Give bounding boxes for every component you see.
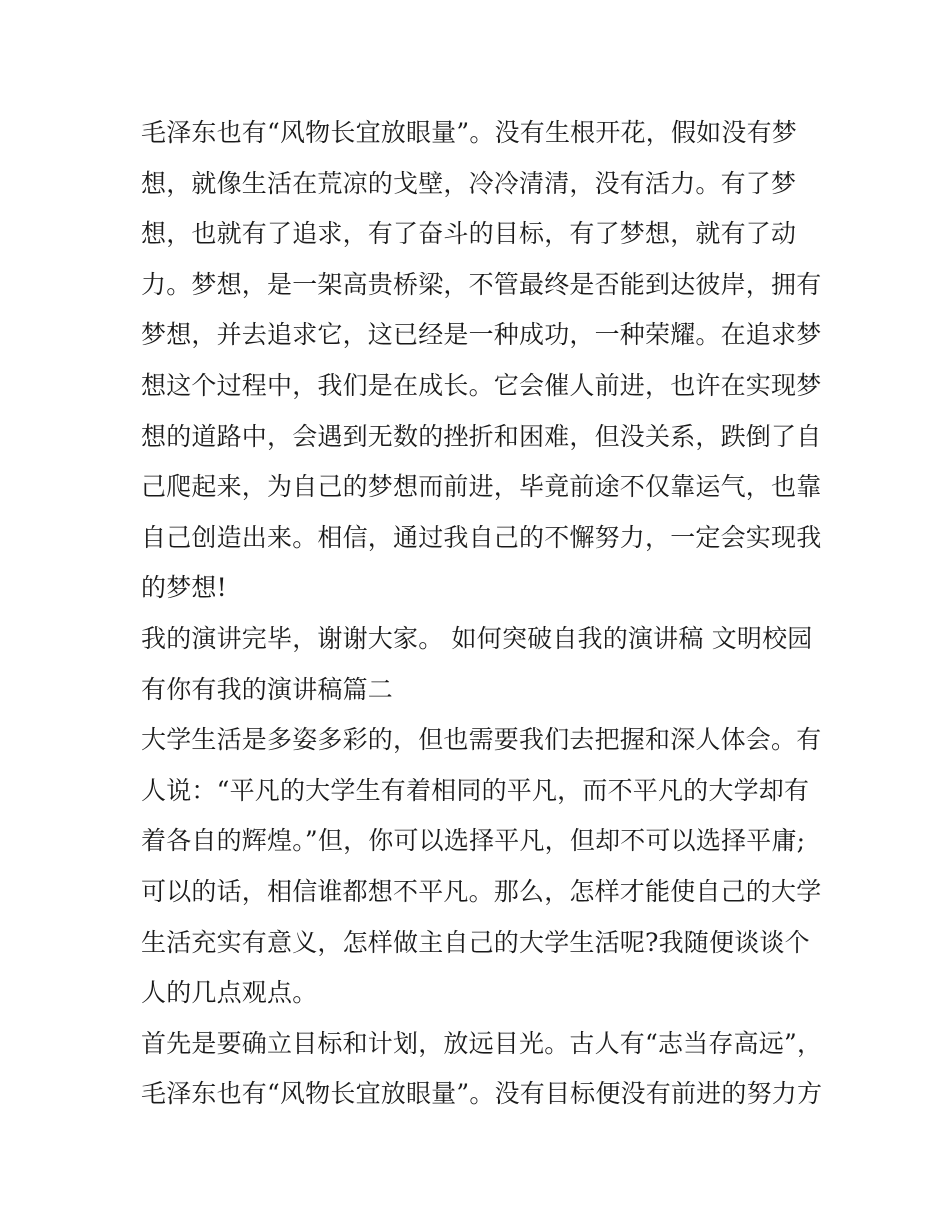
text-line: 我的演讲完毕，谢谢大家。 如何突破自我的演讲稿 文明校园 bbox=[141, 623, 813, 653]
text-line: 毛泽东也有“风物长宜放眼量”。没有生根开花，假如没有梦 bbox=[141, 118, 797, 147]
text-line: 想，就像生活在荒凉的戈壁，冷冷清清，没有活力。有了梦 bbox=[141, 168, 797, 198]
text-line: 己爬起来，为自己的梦想而前进，毕竟前途不仅靠运气，也靠 bbox=[141, 472, 822, 502]
text-line: 自己创造出来。相信，通过我自己的不懈努力，一定会实现我 bbox=[141, 522, 822, 552]
text-line: 力。梦想，是一架高贵桥梁，不管最终是否能到达彼岸，拥有 bbox=[141, 269, 822, 299]
text-line: 有你有我的演讲稿篇二 bbox=[141, 674, 394, 704]
text-line: 可以的话，相信谁都想不平凡。那么，怎样才能使自己的大学 bbox=[141, 876, 822, 906]
text-line: 生活充实有意义，怎样做主自己的大学生活呢?我随便谈谈个 bbox=[141, 927, 810, 957]
text-line: 梦想，并去追求它，这已经是一种成功，一种荣耀。在追求梦 bbox=[141, 320, 822, 350]
text-line: 人的几点观点。 bbox=[141, 978, 318, 1008]
text-line: 的梦想! bbox=[141, 573, 227, 603]
text-line: 想的道路中，会遇到无数的挫折和困难，但没关系，跌倒了自 bbox=[141, 421, 822, 451]
text-line: 着各自的辉煌。”但，你可以选择平凡，但却不可以选择平庸; bbox=[141, 826, 806, 856]
text-line: 想，也就有了追求，有了奋斗的目标，有了梦想，就有了动 bbox=[141, 219, 797, 249]
text-line: 毛泽东也有“风物长宜放眼量”。没有目标便没有前进的努力方 bbox=[141, 1079, 823, 1109]
text-line: 大学生活是多姿多彩的，但也需要我们去把握和深人体会。有 bbox=[141, 725, 822, 755]
text-line: 人说：“平凡的大学生有着相同的平凡，而不平凡的大学却有 bbox=[141, 775, 810, 805]
text-line: 想这个过程中，我们是在成长。它会催人前进，也许在实现梦 bbox=[141, 370, 822, 400]
text-line: 首先是要确立目标和计划，放远目光。古人有“志当存高远”， bbox=[141, 1028, 823, 1058]
document-body bbox=[141, 108, 821, 1120]
